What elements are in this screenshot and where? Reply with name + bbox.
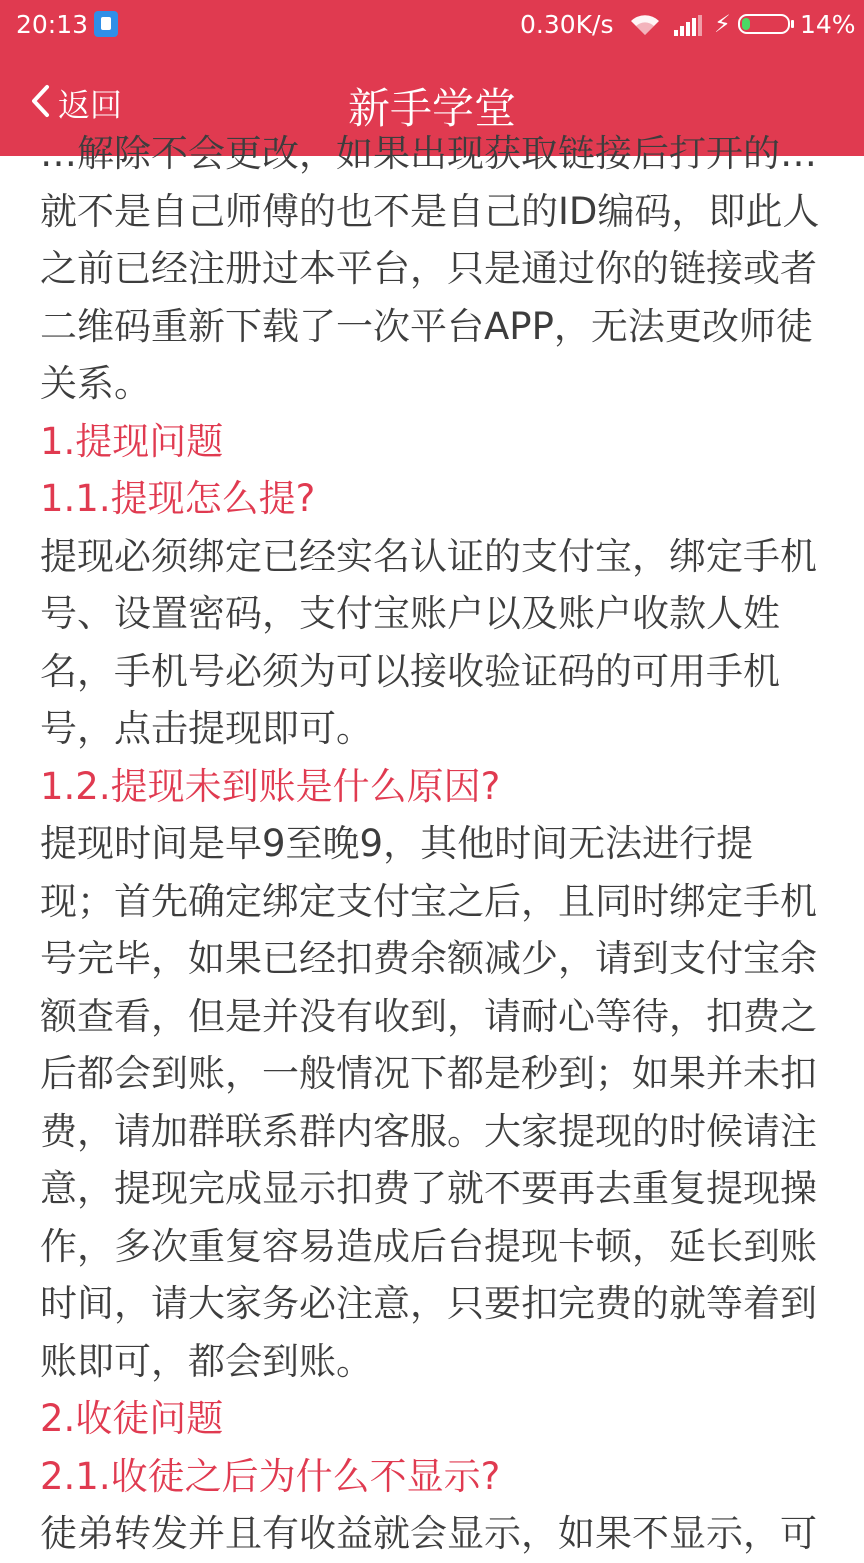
question-heading: 1.1.提现怎么提? [40,477,316,520]
charging-icon: ⚡ [714,10,731,38]
paragraph: 提现必须绑定已经实名认证的支付宝，绑定手机号、设置密码，支付宝账户以及账户收款人姓名，手机号必须为可以接收验证码的可用手机号，点击提现即可。 [40,534,817,750]
network-speed: 0.30K/s [520,10,614,39]
article-body [40,125,826,1563]
wifi-icon [628,13,662,43]
battery-icon [738,14,790,34]
paragraph: 徒弟转发并且有收益就会显示，如果不显示，可 [40,1512,817,1555]
signal-icon [674,14,704,43]
section-heading: 1.提现问题 [40,419,224,463]
paragraph: 提现时间是早9至晚9，其他时间无法进行提现；首先确定绑定支付宝之后，且同时绑定手机号完毕，如果已经扣费余额减少，请到支付宝余额查看，但是并没有收到，请耐心等待，扣费之后都会到账，一般情况下都是秒到；如果并未扣费，请加群联系群内客服。大家提现的时候请注意，提现完成显示扣费了就不要再去重复提现操作，多次重复容易造成后台提现卡顿，延长到账时间，请大家务必注意，只要扣完费的就等着到账即可，都会到账。 [40,822,817,1383]
status-time: 20:13 [16,10,89,39]
question-heading: 1.2.提现未到账是什么原因? [40,764,501,808]
status-bar [0,0,864,50]
article-scroll-area[interactable] [0,132,864,1555]
notification-app-icon [94,11,118,37]
question-heading: 2.1.收徒之后为什么不显示? [40,1454,501,1498]
section-heading: 2.收徒问题 [40,1397,224,1440]
back-label: 返回 [58,86,123,124]
battery-percent: 14% [800,10,856,39]
paragraph: …解除不会更改，如果出现获取链接后打开的…就不是自己师傅的也不是自己的ID编码，即此人之前已经注册过本平台，只是通过你的链接或者二维码重新下载了一次平台APP，无法更改师徒关系。 [40,132,820,405]
page-title: 新手学堂 [347,84,516,133]
